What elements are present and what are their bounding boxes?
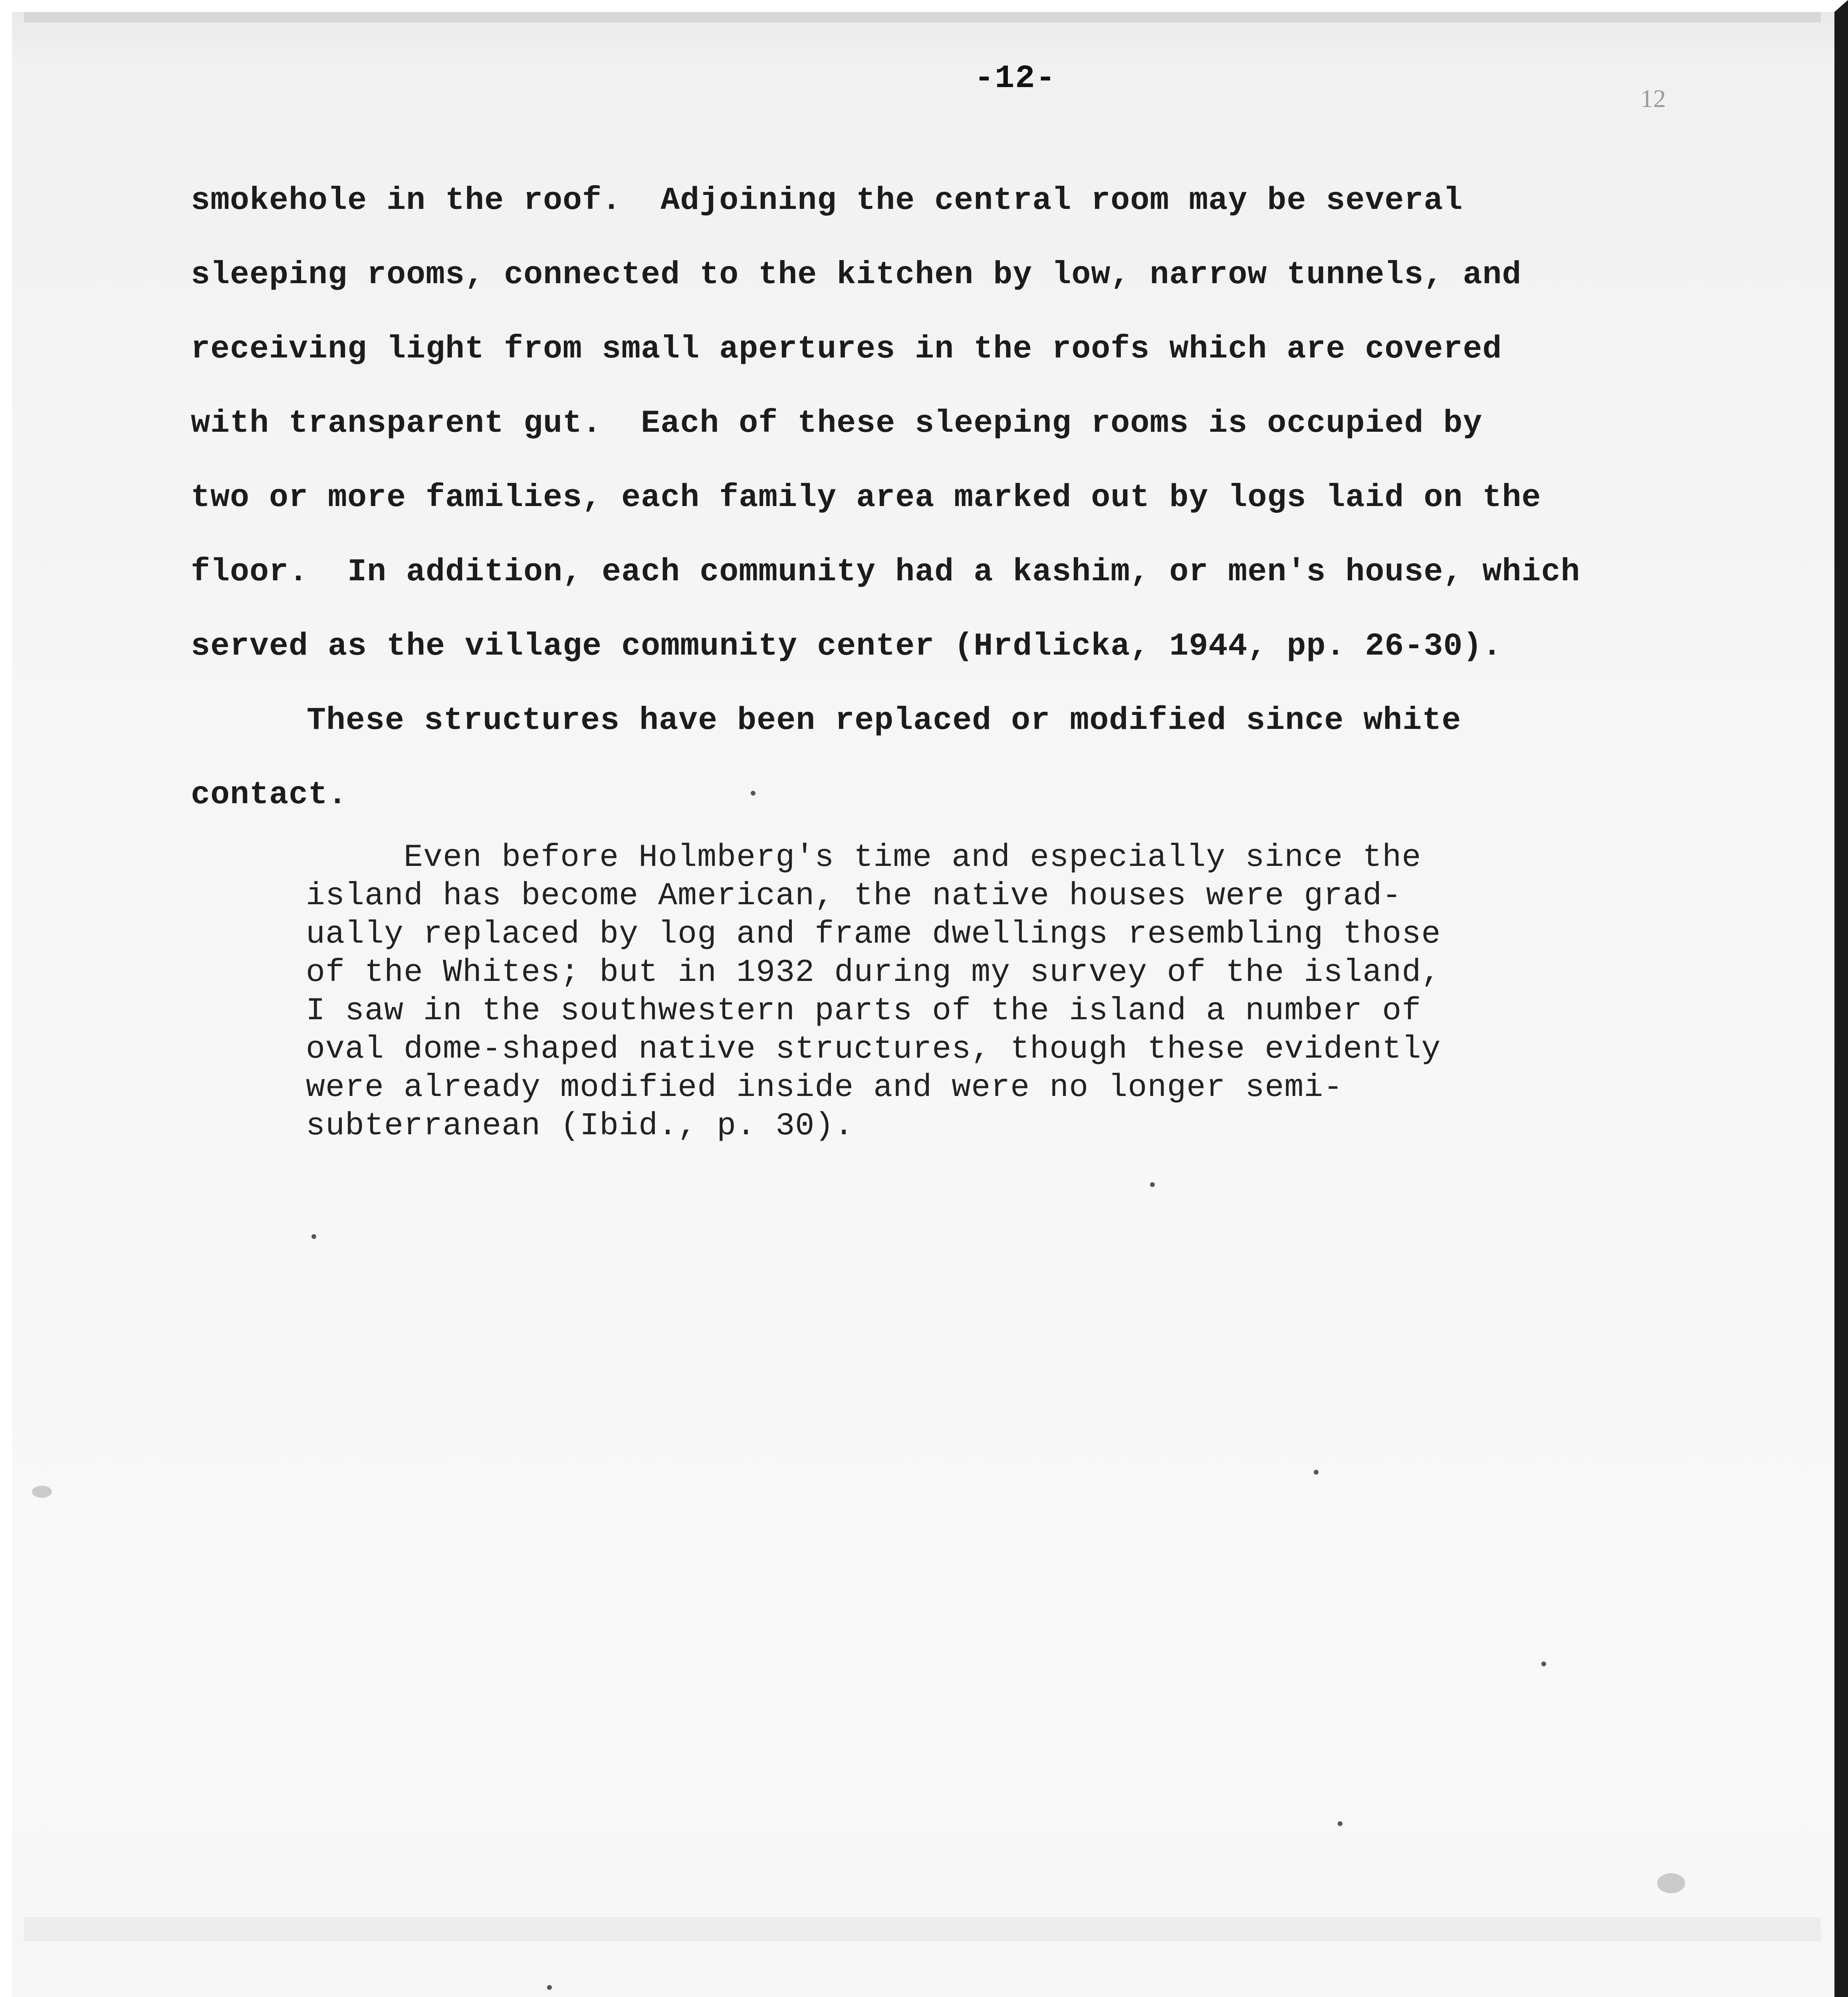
body-line: contact. [191,777,348,813]
quote-line: I saw in the southwestern parts of the island a number of [306,993,1422,1029]
corner-page-number: 12 [1640,84,1666,113]
scan-smudge [32,1486,52,1498]
scan-speck [1314,1470,1319,1475]
body-line: two or more families, each family area marked out by logs laid on the [191,480,1541,516]
quote-line: ually replaced by log and frame dwellings resembling those [306,916,1441,953]
quote-line: oval dome-shaped native structures, though these evidently [306,1031,1441,1068]
scan-speck [311,1234,316,1239]
scan-speck [1338,1821,1342,1826]
scan-speck [1150,1182,1155,1187]
quote-line: subterranean (Ibid., p. 30). [306,1108,854,1144]
scan-shadow-bottom [24,1917,1821,1941]
body-line: floor. In addition, each community had a kashim, or men's house, which [191,554,1580,590]
quote-line: were already modified inside and were no longer semi- [306,1070,1343,1106]
scan-smudge [1657,1873,1685,1893]
body-line: receiving light from small apertures in the roofs which are covered [191,331,1502,367]
body-paragraphs [191,164,1812,832]
scan-speck [1541,1662,1546,1666]
body-line: sleeping rooms, connected to the kitchen by low, narrow tunnels, and [191,257,1522,293]
body-line: smokehole in the roof. Adjoining the central room may be several [191,183,1463,219]
scan-speck [547,1985,552,1990]
body-line: served as the village community center (Hrdlicka, 1944, pp. 26-30). [191,628,1502,665]
quote-line: of the Whites; but in 1932 during my survey of the island, [306,955,1441,991]
block-quote [306,839,1664,1145]
body-line: with transparent gut. Each of these sleeping rooms is occupied by [191,405,1483,442]
body-line: These structures have been replaced or modified since white [307,703,1461,739]
quote-line: Even before Holmberg's time and especially since the [306,840,1422,876]
quote-line: island has become American, the native houses were grad- [306,878,1402,914]
scan-speck [751,791,755,796]
page-number: -12- [974,60,1056,97]
scan-shadow-top [24,12,1821,22]
